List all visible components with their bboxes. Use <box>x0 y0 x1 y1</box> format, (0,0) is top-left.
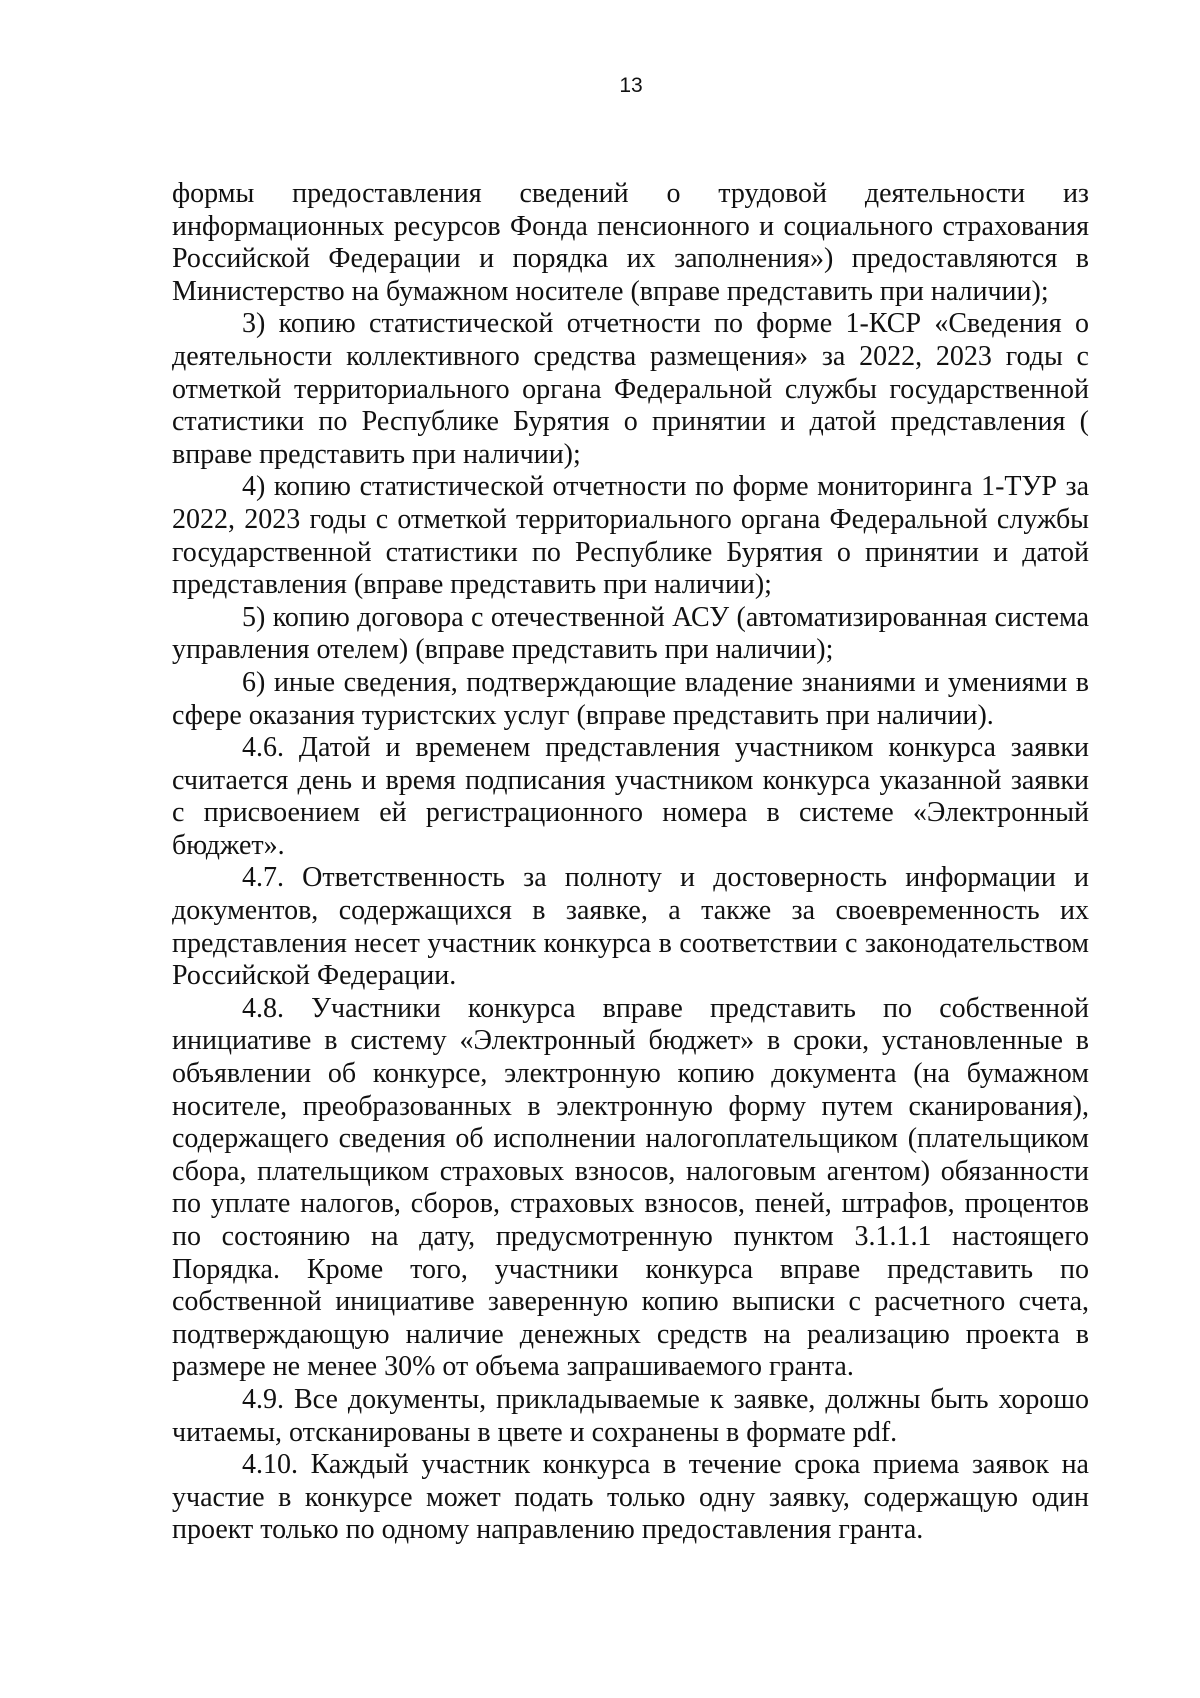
paragraph-continuation: формы предоставления сведений о трудовой деятельности из информационных ресурсов Фонда пенсионного и социального страхования Российской Федерации и порядка их заполнения») предоставляются в Министерство на бумажном носителе (вправе представить при наличии); <box>172 178 1089 307</box>
page-number: 13 <box>619 74 643 97</box>
paragraph-clause-4-10: 4.10. Каждый участник конкурса в течение срока приема заявок на участие в конкурсе может подать только одну заявку, содержащую один проект только по одному направлению предоставления гранта. <box>172 1449 1089 1546</box>
document-body <box>172 178 1089 1547</box>
paragraph-clause-4-9: 4.9. Все документы, прикладываемые к заявке, должны быть хорошо читаемы, отсканированы в цвете и сохранены в формате pdf. <box>172 1383 1089 1448</box>
paragraph-clause-4-7: 4.7. Ответственность за полноту и достоверность информации и документов, содержащихся в заявке, а также за своевременность их представления несет участник конкурса в соответствии с законодательством Российской Федерации. <box>172 862 1089 992</box>
paragraph-clause-4-8: 4.8. Участники конкурса вправе представить по собственной инициативе в систему «Электронный бюджет» в сроки, установленные в объявлении об конкурсе, электронную копию документа (на бумажном носителе, преобразованных в электронную форму путем сканирования), содержащего сведения об исполнении налогоплательщиком (плательщиком сбора, плательщиком страховых взносов, налоговым агентом) обязанности по уплате налогов, сборов, страховых взносов, пеней, штрафов, процентов по состоянию на дату, предусмотренную пунктом 3.1.1.1 настоящего Порядка. Кроме того, участники конкурса вправе представить по собственной инициативе заверенную копию выписки с расчетного счета, подтверждающую наличие денежных средств на реализацию проекта в размере не менее 30% от объема запрашиваемого гранта. <box>172 992 1089 1383</box>
paragraph-item-6: 6) иные сведения, подтверждающие владение знаниями и умениями в сфере оказания туристских услуг (вправе представить при наличии). <box>172 666 1089 731</box>
paragraph-item-3: 3) копию статистической отчетности по форме 1-КСР «Сведения о деятельности коллективного средства размещения» за 2022, 2023 годы с отметкой территориального органа Федеральной службы государственной статистики по Республике Бурятия о принятии и датой представления ( вправе представить при наличии); <box>172 308 1089 470</box>
paragraph-item-4: 4) копию статистической отчетности по форме мониторинга 1-ТУР за 2022, 2023 годы с отметкой территориального органа Федеральной службы государственной статистики по Республике Бурятия о принятии и датой представления (вправе представить при наличии); <box>172 471 1089 601</box>
paragraph-clause-4-6: 4.6. Датой и временем представления участником конкурса заявки считается день и время подписания участником конкурса указанной заявки с присвоением ей регистрационного номера в системе «Электронный бюджет». <box>172 732 1089 861</box>
paragraph-item-5: 5) копию договора с отечественной АСУ (автоматизированная система управления отелем) (вправе представить при наличии); <box>172 601 1089 666</box>
